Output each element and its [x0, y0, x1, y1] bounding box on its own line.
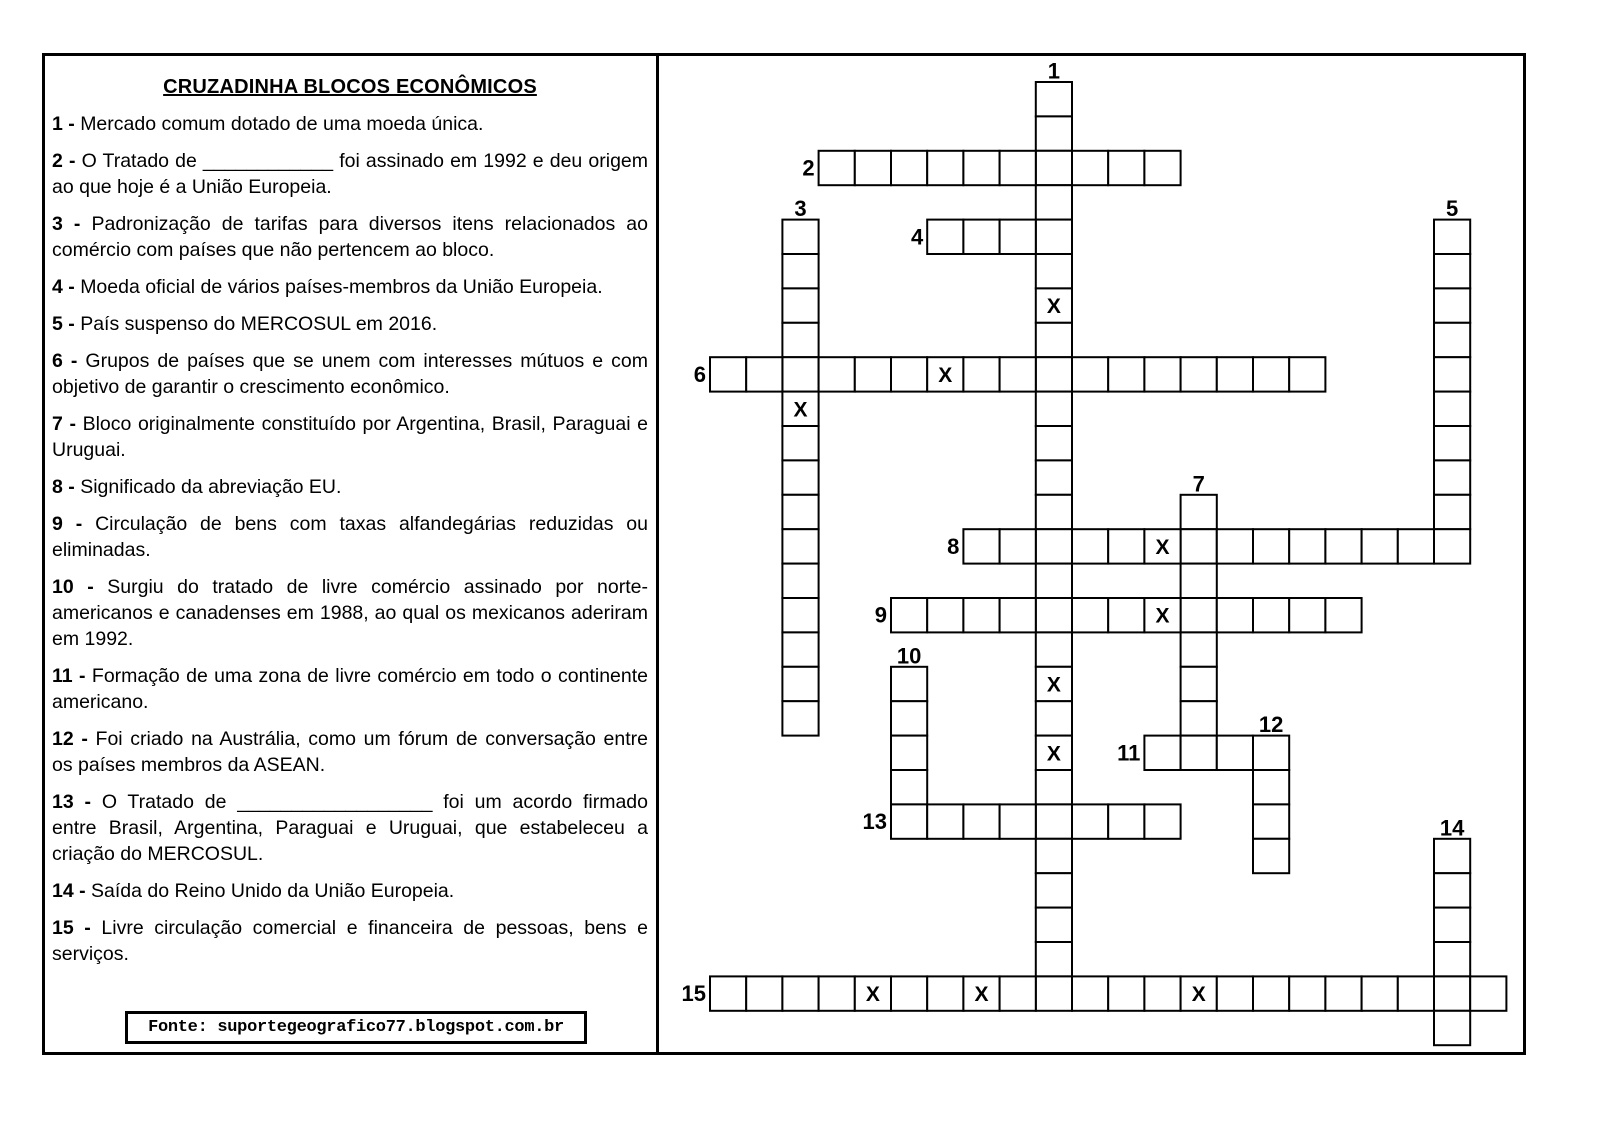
clue-number: 6 -: [52, 350, 78, 372]
clue-text: Moeda oficial de vários países-membros da União Europeia.: [80, 276, 603, 298]
crossword-cell[interactable]: [1181, 357, 1217, 391]
crossword-cell[interactable]: [1036, 873, 1072, 907]
crossword-cell[interactable]: [1036, 151, 1072, 185]
crossword-cell[interactable]: [1000, 804, 1036, 838]
crossword-cell[interactable]: [1217, 357, 1253, 391]
crossword-cell[interactable]: [1036, 564, 1072, 598]
crossword-cell[interactable]: [1253, 529, 1289, 563]
blocked-cell-mark: X: [1046, 742, 1061, 766]
crossword-cell[interactable]: [1217, 736, 1253, 770]
clue-text: Circulação de bens com taxas alfandegárias reduzidas ou eliminadas.: [52, 513, 648, 561]
crossword-cell[interactable]: [1181, 495, 1217, 529]
crossword-cell[interactable]: [1181, 632, 1217, 666]
crossword-cell[interactable]: [1036, 598, 1072, 632]
crossword-cell[interactable]: [1325, 529, 1361, 563]
crossword-cell[interactable]: [782, 357, 818, 391]
clue-text: Surgiu do tratado de livre comércio assinado por norte-americanos e canadenses em 1988, ao qual os mexicanos aderiram em 1992.: [52, 576, 648, 650]
crossword-cell[interactable]: [1289, 529, 1325, 563]
crossword-cell[interactable]: [891, 701, 927, 735]
crossword-cell[interactable]: [1036, 323, 1072, 357]
crossword-cell[interactable]: [1217, 529, 1253, 563]
crossword-cell[interactable]: [1470, 976, 1506, 1010]
crossword-cell[interactable]: [1253, 736, 1289, 770]
word-number-label: 4: [910, 224, 924, 250]
crossword-cell[interactable]: [1072, 529, 1108, 563]
crossword-cell[interactable]: [1253, 770, 1289, 804]
word-number-label: 6: [693, 361, 706, 387]
crossword-cell[interactable]: [1108, 357, 1144, 391]
crossword-cell[interactable]: [819, 151, 855, 185]
crossword-cell[interactable]: [1434, 873, 1470, 907]
crossword-cell[interactable]: [1398, 976, 1434, 1010]
word-number-label: 13: [862, 809, 887, 835]
clue-number: 13 -: [52, 791, 91, 813]
clue-number: 9 -: [52, 513, 83, 535]
word-number-label: 11: [1117, 740, 1141, 766]
crossword-cell[interactable]: [1000, 598, 1036, 632]
crossword-cell[interactable]: [1072, 598, 1108, 632]
clue-number: 5 -: [52, 313, 75, 335]
blocked-cell-mark: X: [974, 983, 989, 1007]
crossword-cell[interactable]: [891, 151, 927, 185]
crossword-cell[interactable]: [1434, 288, 1470, 322]
crossword-cell[interactable]: [1434, 976, 1470, 1010]
word-number-label: 3: [794, 196, 807, 222]
crossword-cell[interactable]: [1325, 598, 1361, 632]
crossword-cell[interactable]: [1036, 804, 1072, 838]
crossword-cell[interactable]: [1434, 942, 1470, 976]
crossword-cell[interactable]: [746, 357, 782, 391]
crossword-cell[interactable]: [1072, 804, 1108, 838]
crossword-cell[interactable]: [782, 667, 818, 701]
clue-text: O Tratado de __________________ foi um acordo firmado entre Brasil, Argentina, Paraguai e Uruguai, que estabeleceu a criação do MERCOSUL.: [52, 791, 648, 865]
crossword-cell[interactable]: [1036, 392, 1072, 426]
crossword-cell[interactable]: [1036, 460, 1072, 494]
crossword-cell[interactable]: [1036, 632, 1072, 666]
crossword-cell[interactable]: [1253, 976, 1289, 1010]
crossword-cell[interactable]: [1036, 116, 1072, 150]
crossword-cell[interactable]: [1108, 598, 1144, 632]
crossword-cell[interactable]: [891, 736, 927, 770]
crossword-cell[interactable]: [1036, 701, 1072, 735]
crossword-cell[interactable]: [1144, 357, 1180, 391]
crossword-cell[interactable]: [782, 701, 818, 735]
clue-number: 3 -: [52, 213, 81, 235]
crossword-cell[interactable]: [1434, 426, 1470, 460]
crossword-cell[interactable]: [1036, 908, 1072, 942]
clue-text: O Tratado de ____________ foi assinado em 1992 e deu origem ao que hoje é a União Europeia.: [52, 150, 649, 198]
crossword-cell[interactable]: [891, 357, 927, 391]
word-number-label: 9: [874, 602, 887, 628]
crossword-cell[interactable]: [1398, 529, 1434, 563]
worksheet-title: CRUZADINHA BLOCOS ECONÔMICOS: [163, 76, 537, 98]
crossword-cell[interactable]: [1108, 529, 1144, 563]
crossword-cell[interactable]: [1289, 976, 1325, 1010]
crossword-cell[interactable]: [1036, 495, 1072, 529]
crossword-cell[interactable]: [1036, 220, 1072, 254]
clue-number: 15 -: [52, 917, 91, 939]
clue-text: Padronização de tarifas para diversos itens relacionados ao comércio com países que não pertencem ao bloco.: [52, 213, 648, 261]
blocked-cell-mark: X: [1046, 295, 1061, 319]
crossword-cell[interactable]: [819, 976, 855, 1010]
crossword-cell[interactable]: [1434, 392, 1470, 426]
clue-text: Bloco originalmente constituído por Argentina, Brasil, Paraguai e Uruguai.: [52, 413, 648, 461]
blocked-cell-mark: X: [1191, 983, 1206, 1007]
crossword-cell[interactable]: [963, 220, 999, 254]
crossword-cell[interactable]: [710, 976, 746, 1010]
crossword-cell[interactable]: [1036, 426, 1072, 460]
clue-number: 4 -: [52, 276, 75, 298]
crossword-cell[interactable]: [855, 151, 891, 185]
word-number-label: 12: [1258, 712, 1284, 738]
crossword-cell[interactable]: [819, 357, 855, 391]
crossword-cell[interactable]: [1000, 529, 1036, 563]
crossword-cell[interactable]: [782, 564, 818, 598]
crossword-cell[interactable]: [1289, 598, 1325, 632]
crossword-cell[interactable]: [1181, 564, 1217, 598]
clue-text: Grupos de países que se unem com interesses mútuos e com objetivo de garantir o crescimento econômico.: [52, 350, 648, 398]
crossword-cell[interactable]: [1181, 529, 1217, 563]
crossword-cell[interactable]: [1434, 1011, 1470, 1045]
crossword-cell[interactable]: [1289, 357, 1325, 391]
crossword-cell[interactable]: [1434, 220, 1470, 254]
crossword-cell[interactable]: [782, 288, 818, 322]
crossword-cell[interactable]: [927, 598, 963, 632]
crossword-cell[interactable]: [782, 254, 818, 288]
crossword-cell[interactable]: [1253, 357, 1289, 391]
crossword-cell[interactable]: [1000, 976, 1036, 1010]
source-box: Fonte: suportegeografico77.blogspot.com.br: [125, 1011, 587, 1044]
crossword-cell[interactable]: [927, 976, 963, 1010]
crossword-cell[interactable]: [891, 770, 927, 804]
clue-text: Foi criado na Austrália, como um fórum de conversação entre os países membros da ASEAN.: [52, 728, 648, 776]
crossword-cell[interactable]: [1144, 804, 1180, 838]
crossword-cell[interactable]: [1434, 254, 1470, 288]
crossword-cell[interactable]: [1036, 185, 1072, 219]
blocked-cell-mark: X: [1155, 604, 1170, 628]
crossword-cell[interactable]: [891, 598, 927, 632]
clue-number: 10 -: [52, 576, 94, 598]
blocked-cell-mark: X: [1155, 535, 1170, 559]
clue-text: Significado da abreviação EU.: [80, 476, 342, 498]
crossword-cell[interactable]: [1217, 598, 1253, 632]
crossword-cell[interactable]: [963, 529, 999, 563]
word-number-label: 7: [1192, 471, 1205, 497]
crossword-cell[interactable]: [1362, 529, 1398, 563]
crossword-cell[interactable]: [782, 495, 818, 529]
crossword-cell[interactable]: [963, 598, 999, 632]
blocked-cell-mark: X: [938, 363, 953, 387]
blocked-cell-mark: X: [1046, 673, 1061, 697]
crossword-cell[interactable]: [1108, 804, 1144, 838]
crossword-cell[interactable]: [891, 667, 927, 701]
blocked-cell-mark: X: [865, 983, 880, 1007]
crossword-cell[interactable]: [891, 804, 927, 838]
word-number-label: 14: [1439, 815, 1465, 841]
crossword-cell[interactable]: [1036, 976, 1072, 1010]
crossword-cell[interactable]: [1036, 942, 1072, 976]
clue-number: 8 -: [52, 476, 75, 498]
crossword-cell[interactable]: [782, 220, 818, 254]
crossword-cell[interactable]: [1036, 82, 1072, 116]
crossword-cell[interactable]: [1000, 151, 1036, 185]
crossword-cell[interactable]: [746, 976, 782, 1010]
crossword-cell[interactable]: [1325, 976, 1361, 1010]
crossword-cell[interactable]: [710, 357, 746, 391]
crossword-cell[interactable]: [1253, 598, 1289, 632]
word-number-label: 1: [1047, 58, 1061, 84]
crossword-cell[interactable]: [1362, 976, 1398, 1010]
crossword-cell[interactable]: [963, 357, 999, 391]
crossword-cell[interactable]: [1144, 736, 1180, 770]
crossword-cell[interactable]: [1036, 839, 1072, 873]
crossword-cell[interactable]: [1434, 357, 1470, 391]
crossword-cell[interactable]: [1108, 151, 1144, 185]
word-number-label: 2: [802, 155, 815, 181]
crossword-cell[interactable]: [782, 976, 818, 1010]
blocked-cell-mark: X: [793, 398, 808, 422]
word-number-label: 5: [1445, 196, 1459, 222]
clue-text: Formação de uma zona de livre comércio em todo o continente americano.: [52, 665, 648, 713]
crossword-cell[interactable]: [1144, 976, 1180, 1010]
clue-text: Livre circulação comercial e financeira de pessoas, bens e serviços.: [52, 917, 648, 965]
word-number-label: 15: [681, 981, 706, 1007]
crossword-cell[interactable]: [1144, 151, 1180, 185]
crossword-cell[interactable]: [1434, 323, 1470, 357]
crossword-cell[interactable]: [1036, 254, 1072, 288]
crossword-cell[interactable]: [1072, 976, 1108, 1010]
crossword-cell[interactable]: [1434, 529, 1470, 563]
crossword-cell[interactable]: [782, 529, 818, 563]
crossword-cell[interactable]: [1253, 839, 1289, 873]
crossword-cell[interactable]: [1434, 495, 1470, 529]
crossword-cell[interactable]: [1000, 357, 1036, 391]
crossword-cell[interactable]: [1217, 976, 1253, 1010]
crossword-cell[interactable]: [782, 598, 818, 632]
crossword-cell[interactable]: [1434, 460, 1470, 494]
crossword-cell[interactable]: [1036, 529, 1072, 563]
clue-number: 14 -: [52, 880, 86, 902]
crossword-cell[interactable]: [1181, 701, 1217, 735]
clue-number: 2 -: [52, 150, 76, 172]
crossword-cell[interactable]: [1036, 357, 1072, 391]
crossword-cell[interactable]: [782, 632, 818, 666]
word-number-label: 8: [947, 533, 960, 559]
crossword-cell[interactable]: [927, 220, 963, 254]
clue-text: Mercado comum dotado de uma moeda única.: [80, 113, 484, 135]
clue-number: 7 -: [52, 413, 76, 435]
crossword-cell[interactable]: [963, 151, 999, 185]
crossword-cell[interactable]: [1181, 598, 1217, 632]
crossword-cell[interactable]: [1181, 736, 1217, 770]
word-number-label: 10: [896, 643, 922, 669]
clue-text: Saída do Reino Unido da União Europeia.: [91, 880, 455, 902]
crossword-cell[interactable]: [1434, 908, 1470, 942]
crossword-cell[interactable]: [782, 426, 818, 460]
clue-text: País suspenso do MERCOSUL em 2016.: [80, 313, 438, 335]
crossword-cell[interactable]: [927, 151, 963, 185]
crossword-cell[interactable]: [891, 976, 927, 1010]
crossword-cell[interactable]: [782, 323, 818, 357]
crossword-cell[interactable]: [1253, 804, 1289, 838]
crossword-cell[interactable]: [855, 357, 891, 391]
crossword-cell[interactable]: [1434, 839, 1470, 873]
clue-number: 12 -: [52, 728, 88, 750]
crossword-cell[interactable]: [1072, 151, 1108, 185]
crossword-cell[interactable]: [1000, 220, 1036, 254]
clue-number: 1 -: [52, 113, 75, 135]
crossword-cell[interactable]: [1181, 667, 1217, 701]
crossword-cell[interactable]: [1108, 976, 1144, 1010]
crossword-cell[interactable]: [1072, 357, 1108, 391]
crossword-cell[interactable]: [927, 804, 963, 838]
crossword-cell[interactable]: [1036, 770, 1072, 804]
clue-number: 11 -: [52, 665, 86, 687]
crossword-cell[interactable]: [963, 804, 999, 838]
crossword-cell[interactable]: [782, 460, 818, 494]
